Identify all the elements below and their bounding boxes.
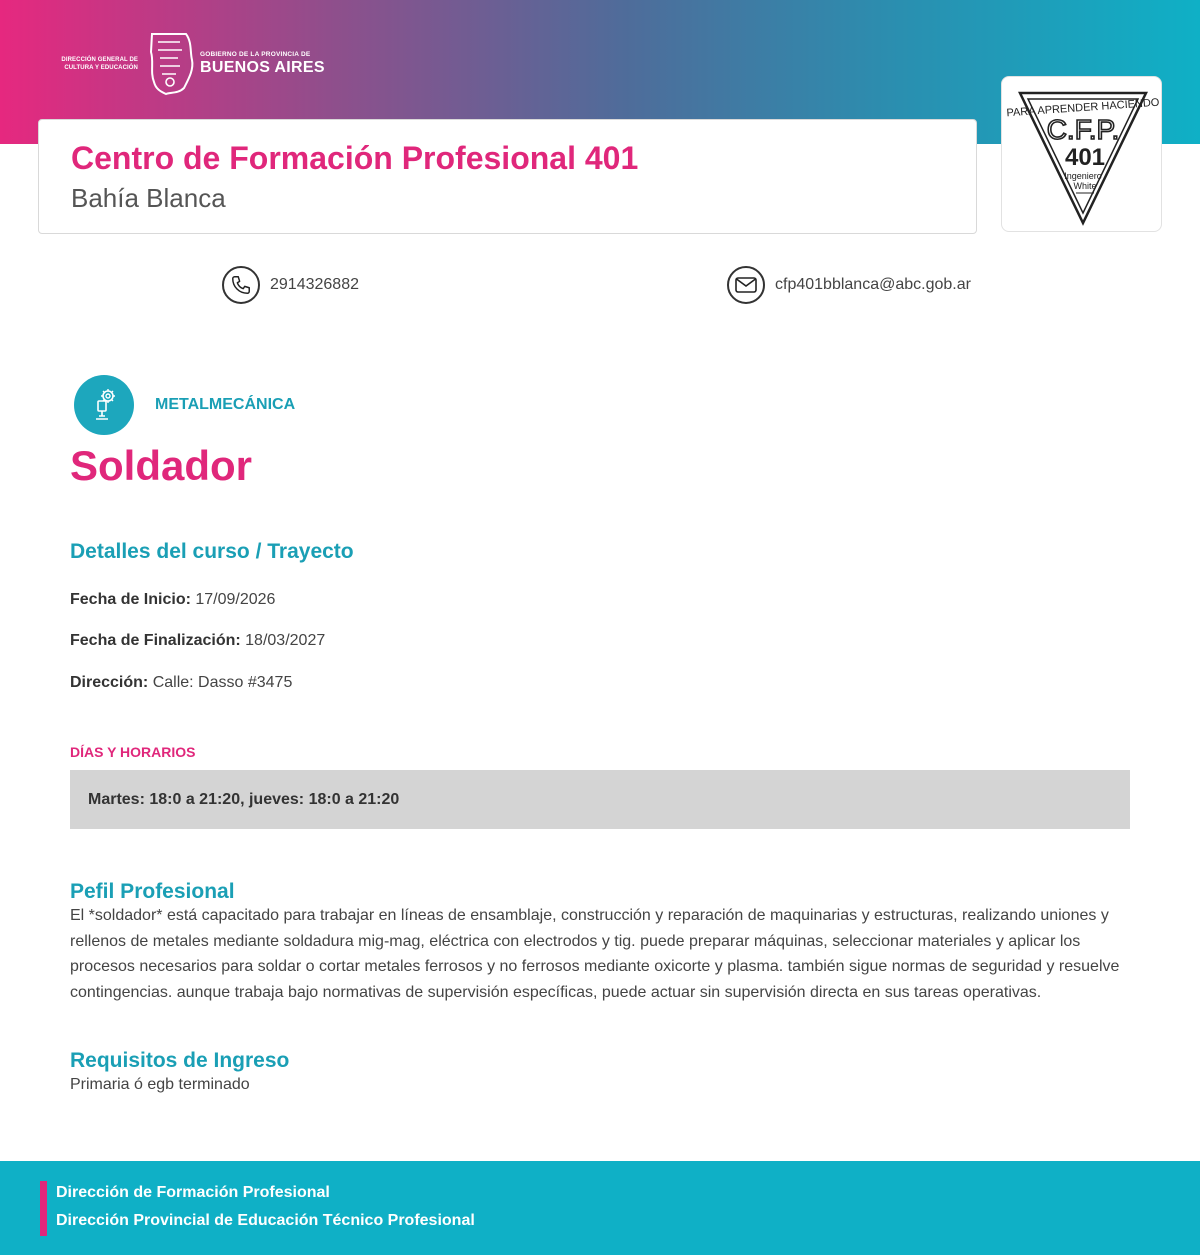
title-card	[38, 119, 977, 234]
government-logo	[58, 32, 325, 96]
gov-line-1: GOBIERNO DE LA PROVINCIA DE	[200, 50, 311, 58]
requirements-text: Primaria ó egb terminado	[70, 1076, 250, 1093]
address-label: Dirección:	[70, 674, 149, 691]
dgce-text	[58, 56, 138, 72]
footer-accent-bar	[40, 1181, 47, 1236]
phone-number: 2914326882	[270, 276, 359, 293]
schedule-text: Martes: 18:0 a 21:20, jueves: 18:0 a 21:20	[88, 790, 400, 808]
center-name: Centro de Formación Profesional 401	[71, 140, 639, 176]
schedule-box	[70, 770, 1130, 829]
phone-icon	[222, 266, 260, 304]
gov-line-2: BUENOS AIRES	[200, 59, 325, 77]
address-line	[70, 673, 292, 693]
category-label: METALMECÁNICA	[155, 396, 296, 413]
email-contact[interactable]	[727, 266, 971, 304]
footer-line-2: Dirección Provincial de Educación Técnico Profesional	[56, 1212, 475, 1229]
cfp-place-1: Ingeniero	[1064, 171, 1102, 181]
province-seal-icon	[148, 32, 194, 96]
start-date-value: 17/09/2026	[195, 591, 276, 608]
start-date-line	[70, 590, 275, 610]
cfp-place-2: White	[1073, 181, 1097, 191]
cfp-top-text: PARA APRENDER HACIENDO	[1006, 96, 1160, 120]
end-date-label: Fecha de Finalización:	[70, 632, 241, 649]
cfp-number: 401	[1064, 144, 1106, 171]
course-title: Soldador	[70, 442, 253, 489]
city-name: Bahía Blanca	[71, 183, 226, 213]
address-value: Calle: Dasso #3475	[152, 674, 293, 691]
footer	[0, 1161, 1200, 1255]
envelope-icon	[727, 266, 765, 304]
profile-heading: Pefil Profesional	[70, 880, 235, 903]
email-address: cfp401bblanca@abc.gob.ar	[775, 276, 971, 293]
details-heading: Detalles del curso / Trayecto	[70, 540, 354, 563]
cfp-logo	[1001, 76, 1162, 232]
dgce-line-1: DIRECCIÓN GENERAL DE	[61, 57, 138, 63]
footer-line-1: Dirección de Formación Profesional	[56, 1184, 330, 1201]
schedule-heading: DÍAS Y HORARIOS	[70, 744, 196, 760]
cfp-initials: C.F.P.	[1046, 114, 1120, 145]
cfp-logo-emblem	[1006, 85, 1160, 225]
welding-gear-icon	[74, 375, 134, 435]
start-date-label: Fecha de Inicio:	[70, 591, 191, 608]
phone-contact[interactable]	[222, 266, 359, 304]
requirements-heading: Requisitos de Ingreso	[70, 1049, 290, 1072]
profile-text: El *soldador* está capacitado para trabajar en líneas de ensamblaje, construcción y reparación de maquinarias y estructuras, realizando uniones y rellenos de metales mediante soldadura mig-mag, eléctrica con electrodos y tig. puede preparar máquinas, seleccionar materiales y aplicar los procesos necesarios para soldar o cortar metales ferrosos y no ferrosos mediante oxicorte y plasma. también sigue normas de seguridad y resuelve contingencias. aunque trabaja bajo normativas de supervisión específicas, puede actuar sin supervisión directa en sus tareas operativas.	[70, 907, 1120, 1001]
end-date-value: 18/03/2027	[245, 632, 326, 649]
dgce-line-2: CULTURA Y EDUCACIÓN	[64, 65, 138, 71]
end-date-line	[70, 631, 325, 651]
course-category	[74, 375, 295, 435]
